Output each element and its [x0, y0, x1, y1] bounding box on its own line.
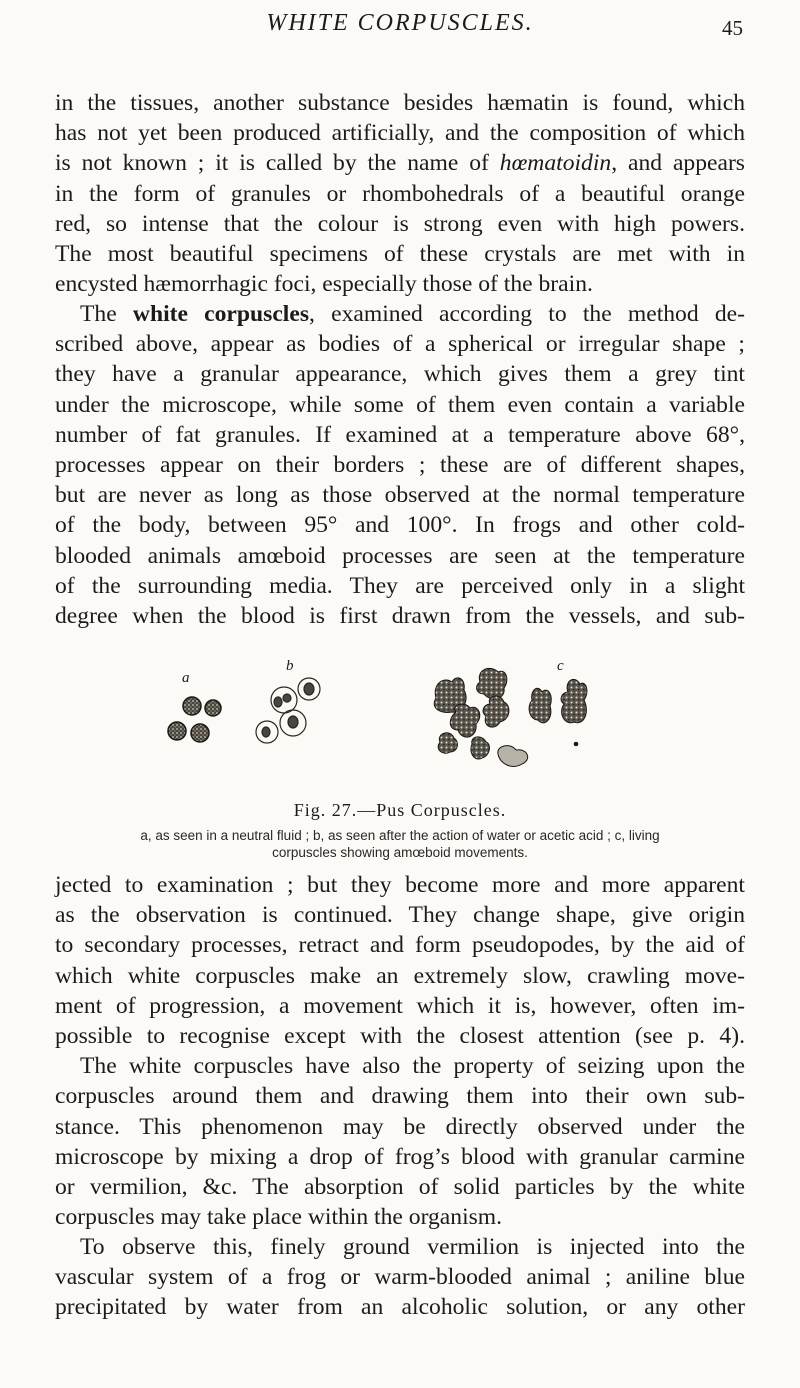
- text-line: of the surrounding media. They are perceived only in a slight: [55, 572, 745, 599]
- nucleus-b1b: [283, 694, 291, 702]
- cell-a1: [183, 697, 201, 715]
- text-line: in the tissues, another substance besides hæmatin is found, which: [55, 90, 745, 116]
- nucleus-b4: [288, 716, 298, 728]
- term-white-corpuscles: white corpuscles: [132, 301, 310, 327]
- text-line: possible to recognise except with the closest attention (see p. 4).: [55, 1023, 745, 1050]
- text-line: to secondary processes, retract and form pseudopodes, by the aid of: [55, 932, 745, 959]
- text-line: The most beautiful specimens of these crystals are met with in: [55, 241, 745, 268]
- caption-line: a, as seen in a neutral fluid ; b, as seen after the action of water or acetic acid ; c, living: [140, 828, 660, 843]
- text-line: jected to examination ; but they become more and more apparent: [55, 872, 745, 898]
- cell-group-a: [168, 697, 221, 742]
- text-line: number of fat granules. If examined at a temperature above 68°,: [55, 421, 745, 448]
- figure-label-a: a: [182, 670, 190, 686]
- text-line: To observe this, finely ground vermilion is injected into the: [80, 1234, 745, 1260]
- text-segment: , and appears: [611, 150, 745, 177]
- figure-caption-title: Fig. 27.—Pus Corpuscles.: [293, 800, 507, 820]
- text-line: The white corpuscles have also the property of seizing upon the: [80, 1053, 745, 1080]
- cell-a4: [191, 724, 209, 742]
- text-line: vascular system of a frog or warm-blooded animal ; aniline blue: [55, 1264, 745, 1291]
- text-line: which white corpuscles make an extremely slow, crawling move-: [55, 962, 745, 989]
- amoeboid-cell-c8: [529, 688, 551, 723]
- nucleus-b3: [262, 727, 270, 737]
- granule-dot: [574, 742, 578, 746]
- cell-a2: [205, 700, 221, 716]
- caption-line: corpuscles showing amœboid movements.: [272, 845, 528, 860]
- text-line: of the body, between 95° and 100°. In frogs and other cold-: [55, 512, 745, 539]
- figure-pus-corpuscles: [160, 656, 700, 786]
- page-number: 45: [722, 16, 743, 40]
- text-line: stance. This phenomenon may be directly observed under the: [55, 1113, 745, 1140]
- paragraph-haematoidin: [55, 88, 745, 299]
- text-line: blooded animals amœboid processes are seen at the temperature: [55, 542, 745, 569]
- text-line: precipitated by water from an alcoholic solution, or any other: [55, 1294, 745, 1321]
- text-line: ment of progression, a movement which it is, however, often im-: [55, 992, 745, 1019]
- text-line: [55, 148, 745, 178]
- text-line: degree when the blood is first drawn from the vessels, and sub-: [55, 603, 745, 630]
- text-line: or vermilion, &c. The absorption of solid particles by the white: [55, 1174, 745, 1201]
- text-line: but are never as long as those observed at the normal temperature: [55, 482, 745, 509]
- paragraph-vermilion: [55, 1232, 745, 1323]
- paragraph-amoeboid-movement: [55, 870, 745, 1232]
- text-segment: The: [80, 301, 133, 327]
- running-title: WHITE CORPUSCLES.: [266, 10, 534, 36]
- amoeboid-cell-c4: [483, 696, 509, 727]
- cell-group-b: [256, 678, 320, 743]
- text-line: encysted hæmorrhagic foci, especially those of the brain.: [55, 271, 593, 298]
- term-haematoidin: hœmatoidin: [499, 150, 612, 177]
- nucleus-b1: [274, 697, 282, 707]
- amoeboid-cell-c2: [477, 668, 507, 698]
- paragraph-white-corpuscles: [55, 299, 745, 631]
- text-line: under the microscope, while some of them even contain a variable: [55, 391, 745, 418]
- figure-label-b: b: [286, 658, 294, 674]
- cell-a3: [168, 722, 186, 740]
- text-line: corpuscles around them and drawing them into their own sub-: [55, 1083, 745, 1110]
- text-line: scribed above, appear as bodies of a spherical or irregular shape ;: [55, 331, 745, 358]
- amoeboid-cell-c3: [450, 704, 480, 737]
- text-line: as the observation is continued. They change shape, give origin: [55, 902, 745, 929]
- text-line: in the form of granules or rhombohedrals of a beautiful orange: [55, 180, 745, 207]
- page-header: [0, 10, 800, 50]
- text-segment: is not known ; it is called by the name of: [55, 150, 500, 177]
- amoeboid-cell-c6: [471, 737, 490, 759]
- amoeboid-cell-c7: [498, 746, 528, 767]
- amoeboid-cell-c9: [561, 679, 587, 722]
- cell-group-c: [434, 668, 587, 766]
- figure-caption-description: [100, 827, 700, 861]
- text-line: microscope by mixing a drop of frog’s blood with granular carmine: [55, 1143, 745, 1170]
- nucleus-b2: [304, 683, 314, 695]
- text-segment: , examined according to the method de-: [309, 301, 745, 327]
- figure-label-c: c: [557, 658, 564, 674]
- text-line: processes appear on their borders ; these are of different shapes,: [55, 452, 745, 479]
- text-line: red, so intense that the colour is strong even with high powers.: [55, 210, 745, 237]
- text-line: [55, 299, 745, 329]
- amoeboid-cell-c5: [438, 733, 457, 754]
- text-line: has not yet been produced artificially, and the composition of which: [55, 120, 745, 147]
- text-line: corpuscles may take place within the organism.: [55, 1204, 503, 1231]
- text-line: they have a granular appearance, which gives them a grey tint: [55, 361, 745, 388]
